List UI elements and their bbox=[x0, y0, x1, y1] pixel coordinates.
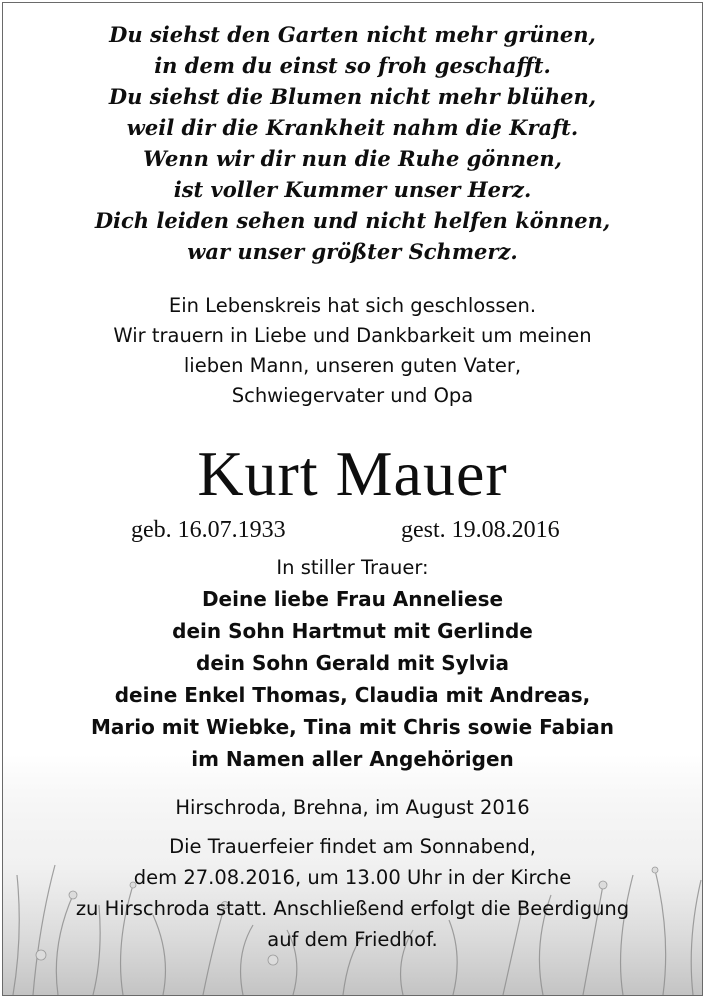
poem-line: Du siehst die Blumen nicht mehr blühen, bbox=[108, 84, 597, 109]
memorial-poem bbox=[3, 3, 702, 267]
mourner-line: deine Enkel Thomas, Claudia mit Andreas, bbox=[114, 683, 591, 707]
birth-date: geb. 16.07.1933 bbox=[131, 517, 286, 543]
intro-text bbox=[3, 291, 702, 411]
funeral-notice bbox=[3, 831, 702, 955]
poem-line: Dich leiden sehen und nicht helfen können, bbox=[94, 208, 611, 233]
poem-line: Wenn wir dir nun die Ruhe gönnen, bbox=[143, 146, 562, 171]
mourner-line: Mario mit Wiebke, Tina mit Chris sowie Fabian bbox=[90, 715, 615, 739]
death-date: gest. 19.08.2016 bbox=[401, 517, 560, 543]
mourner-line: im Namen aller Angehörigen bbox=[191, 747, 514, 771]
mourner-line: dein Sohn Gerald mit Sylvia bbox=[196, 651, 509, 675]
life-dates bbox=[3, 513, 702, 547]
intro-line: lieben Mann, unseren guten Vater, bbox=[183, 354, 522, 377]
mourner-line: dein Sohn Hartmut mit Gerlinde bbox=[172, 619, 533, 643]
funeral-line: auf dem Friedhof. bbox=[267, 928, 438, 951]
funeral-line: dem 27.08.2016, um 13.00 Uhr in der Kirche bbox=[133, 866, 572, 889]
funeral-line: Die Trauerfeier findet am Sonnabend, bbox=[169, 835, 536, 858]
obituary-card bbox=[2, 2, 703, 996]
funeral-line: zu Hirschroda statt. Anschließend erfolgt die Beerdigung bbox=[75, 897, 630, 920]
poem-line: ist voller Kummer unser Herz. bbox=[173, 177, 532, 202]
poem-line: in dem du einst so froh geschafft. bbox=[154, 53, 551, 78]
mourners-list bbox=[3, 583, 702, 775]
mourning-label: In stiller Trauer: bbox=[276, 556, 429, 579]
poem-line: war unser größter Schmerz. bbox=[187, 239, 518, 264]
place-and-date: Hirschroda, Brehna, im August 2016 bbox=[175, 796, 530, 819]
intro-line: Ein Lebenskreis hat sich geschlossen. bbox=[168, 294, 537, 317]
intro-line: Schwiegervater und Opa bbox=[231, 384, 474, 407]
obituary-content bbox=[3, 3, 702, 955]
poem-line: Du siehst den Garten nicht mehr grünen, bbox=[109, 22, 596, 47]
mourner-line: Deine liebe Frau Anneliese bbox=[201, 587, 504, 611]
deceased-name: Kurt Mauer bbox=[197, 438, 508, 509]
poem-line: weil dir die Krankheit nahm die Kraft. bbox=[126, 115, 579, 140]
intro-line: Wir trauern in Liebe und Dankbarkeit um meinen bbox=[113, 324, 592, 347]
